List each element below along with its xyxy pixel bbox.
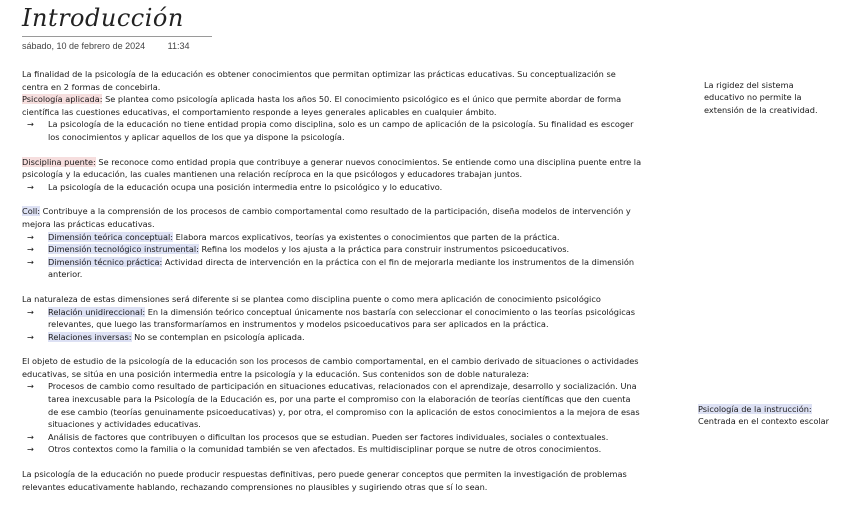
highlighted-term: Psicología de la instrucción: <box>698 404 812 414</box>
section-naturaleza <box>22 293 642 343</box>
section-coll <box>22 205 642 281</box>
conclusion-paragraph: La psicología de la educación no puede producir respuestas definitivas, pero puede generar conceptos que permiten la investigación de problemas relevantes educativamente hablando, rechazando comprensiones no plausibles y sugiriendo otras que sí lo sean. <box>22 469 627 492</box>
list-item: → Relaciones inversas: No se contemplan en psicología aplicada. <box>27 331 305 342</box>
paragraph-text: Se plantea como psicología aplicada hasta los años 50. El conocimiento psicológico es el único que permite abordar de forma científica las cuestiones educativas, el comportamiento responde a leyes generales aplicables en cualquier ámbito. <box>22 94 622 117</box>
arrow-icon: → <box>27 119 34 130</box>
note-body[interactable] <box>22 68 642 493</box>
list-item: → La psicología de la educación no tiene entidad propia como disciplina, solo es un campo de aplicación de la psicología. Su finalidad es escoger los conocimientos y aplicar aquellos de los que ya dispone la psicología. <box>27 119 634 142</box>
arrow-icon: → <box>27 431 34 442</box>
list-item: → Dimensión técnico práctica: Actividad directa de intervención en la práctica con el fin de mejorarla mediante los instrumentos de la dimensión anterior. <box>27 256 635 280</box>
list-item: → Dimensión teórica conceptual: Elabora marcos explicativos, teorías ya existentes o conocimientos que parten de la práctica. <box>27 231 560 242</box>
arrow-icon: → <box>27 181 34 192</box>
page-date: sábado, 10 de febrero de 2024 <box>22 41 146 51</box>
highlighted-term: Disciplina puente: <box>22 156 96 167</box>
list-item: → Análisis de factores que contribuyen o dificultan los procesos que se estudian. Pueden ser factores individuales, sociales o contextuales. <box>27 431 609 442</box>
intro-paragraph: La finalidad de la psicología de la educación es obtener conocimientos que permitan optimizar las prácticas educativas. Su conceptualización se centra en 2 formas de concebirla. <box>22 69 616 92</box>
arrow-icon: → <box>27 256 34 267</box>
paragraph: El objeto de estudio de la psicología de la educación son los procesos de cambio comportamental, en el cambio derivado de situaciones o actividades educativas, se sitúa en una posición intermedia entre la psicología y la educación. Sus contenidos son de doble naturaleza: <box>22 356 639 379</box>
arrow-icon: → <box>27 244 34 255</box>
section-objeto <box>22 355 642 456</box>
paragraph-text: Se reconoce como entidad propia que contribuye a generar nuevos conocimientos. Se entiende como una disciplina puente entre la psicología y la educación, las cuales mantienen una relación recíproca en la que psicólogos y educadores trabajan juntos. <box>22 156 642 180</box>
section-psicologia-aplicada <box>22 93 642 143</box>
arrow-icon: → <box>27 231 34 242</box>
list-item: → Dimensión tecnológico instrumental: Refina los modelos y los ajusta a la práctica para construir instrumentos psicoeducativos. <box>27 244 570 255</box>
side-note-instruccion[interactable] <box>698 403 843 428</box>
paragraph <box>22 205 642 230</box>
paragraph <box>22 156 642 181</box>
arrow-icon: → <box>27 331 34 342</box>
highlighted-term: Psicología aplicada: <box>22 94 103 105</box>
paragraph-text: Contribuye a la comprensión de los procesos de cambio comportamental como resultado de la participación, diseña modelos de intervención y mejora las prácticas educativas. <box>22 206 631 229</box>
paragraph <box>22 93 642 118</box>
section-disciplina-puente <box>22 156 642 194</box>
page-time: 11:34 <box>167 41 190 51</box>
page-meta <box>22 41 189 51</box>
title-divider <box>22 36 212 37</box>
arrow-icon: → <box>27 444 34 455</box>
highlighted-term: Coll: <box>22 206 41 217</box>
arrow-icon: → <box>27 306 34 317</box>
list-item: → Relación unidireccional: En la dimensión teórico conceptual únicamente nos bastaría con seleccionar el conocimiento o las teorías psicológicas relevantes, que luego las transformaríamos en instrumentos y modelos psicoeducativos para ser aplicados en la práctica. <box>27 306 636 330</box>
page-title: Introducción <box>22 4 184 32</box>
side-note-rigidez[interactable]: La rigidez del sistema educativo no permite la extensión de la creatividad. <box>704 80 818 115</box>
arrow-icon: → <box>27 381 34 392</box>
paragraph: La naturaleza de estas dimensiones será diferente si se plantea como disciplina puente o como mera aplicación de conocimiento psicológico <box>22 293 601 304</box>
list-item: → Procesos de cambio como resultado de participación en situaciones educativas, relacionados con el aprendizaje, desarrollo y socialización. Una tarea inexcusable para la Psicología de la Educación es, por una parte el compromiso con la elaboración de teorías científicas que den cuenta de ese cambio (teorías genuinamente psicoeducativas) y, por otra, el compromiso con la aplicación de estos conocimientos a la mejora de esas situaciones y actividades educativas. <box>27 381 640 430</box>
list-item: → Otros contextos como la familia o la comunidad también se ven afectados. Es multidisciplinar porque se nutre de otros conocimientos. <box>27 444 602 455</box>
side-note-text: Centrada en el contexto escolar <box>698 416 830 427</box>
list-item: → La psicología de la educación ocupa una posición intermedia entre lo psicológico y lo educativo. <box>27 181 443 192</box>
